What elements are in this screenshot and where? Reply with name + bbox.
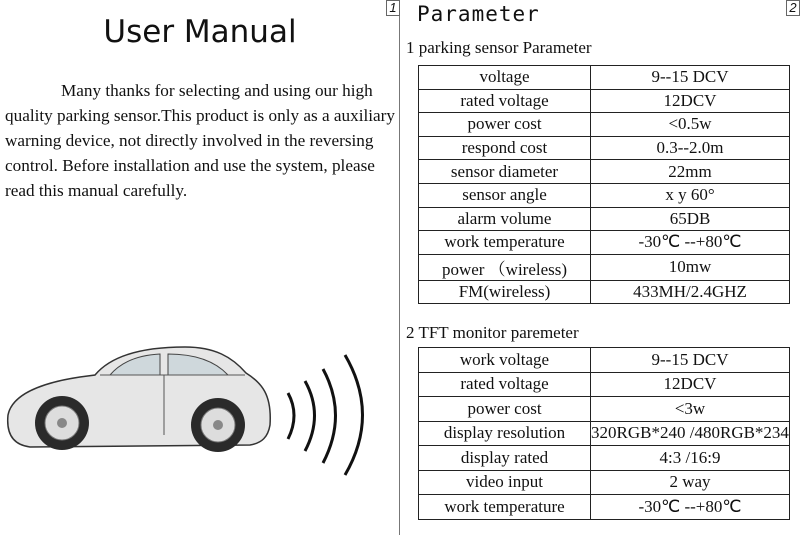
table-row [419, 446, 790, 471]
table-row [419, 254, 790, 280]
param-name: rated voltage [419, 89, 591, 113]
tft-monitor-table [418, 347, 790, 520]
param-value: 9--15 DCV [591, 348, 790, 373]
param-name: sensor diameter [419, 160, 591, 184]
param-name: display resolution [419, 421, 591, 446]
sensor-wave-3 [323, 369, 336, 463]
param-value: 12DCV [591, 372, 790, 397]
sensor-wave-4 [345, 355, 363, 475]
table-row [419, 231, 790, 255]
parameter-title: Parameter [417, 2, 540, 26]
page-number: 2 [786, 0, 800, 16]
table-row [419, 136, 790, 160]
param-value: 22mm [591, 160, 790, 184]
table-row [419, 66, 790, 90]
param-name: sensor angle [419, 183, 591, 207]
param-name: video input [419, 470, 591, 495]
table-row [419, 372, 790, 397]
sensor-wave-1 [288, 393, 294, 439]
car-illustration [0, 335, 400, 535]
param-name: alarm volume [419, 207, 591, 231]
table-row [419, 348, 790, 373]
table-row [419, 397, 790, 422]
param-value: 65DB [591, 207, 790, 231]
table-row [419, 207, 790, 231]
param-name: rated voltage [419, 372, 591, 397]
param-value: 433MH/2.4GHZ [591, 280, 790, 304]
table-row [419, 421, 790, 446]
param-name: work temperature [419, 231, 591, 255]
right-page [401, 0, 800, 535]
param-value: 0.3--2.0m [591, 136, 790, 160]
param-value: 4:3 /16:9 [591, 446, 790, 471]
param-name: power （wireless) [419, 254, 591, 280]
param-value: 2 way [591, 470, 790, 495]
table-row [419, 495, 790, 520]
param-name: power cost [419, 397, 591, 422]
param-value: -30℃ --+80℃ [591, 495, 790, 520]
param-value: x y 60° [591, 183, 790, 207]
param-value: -30℃ --+80℃ [591, 231, 790, 255]
param-name: respond cost [419, 136, 591, 160]
section-heading-tft-monitor: 2 TFT monitor paremeter [406, 323, 579, 342]
page-number: 1 [386, 0, 400, 16]
param-name: work voltage [419, 348, 591, 373]
table-row [419, 160, 790, 184]
page-title: User Manual [103, 14, 297, 50]
intro-paragraph: Many thanks for selecting and using our high quality parking sensor.This product is only as a auxiliary warning device, not directly involved in the reversing control. Before installation and use the system, please read this manual carefully. [5, 81, 395, 200]
param-value: 9--15 DCV [591, 66, 790, 90]
section-heading-parking-sensor: 1 parking sensor Parameter [406, 38, 592, 57]
param-name: voltage [419, 66, 591, 90]
parking-sensor-table [418, 65, 790, 304]
param-value: <3w [591, 397, 790, 422]
param-value: 10mw [591, 254, 790, 280]
param-name: FM(wireless) [419, 280, 591, 304]
sensor-wave-2 [305, 381, 315, 451]
param-name: display rated [419, 446, 591, 471]
table-row [419, 89, 790, 113]
param-value: 12DCV [591, 89, 790, 113]
param-value: <0.5w [591, 113, 790, 137]
table-row [419, 280, 790, 304]
table-row [419, 183, 790, 207]
table-row [419, 113, 790, 137]
param-name: power cost [419, 113, 591, 137]
param-name: work temperature [419, 495, 591, 520]
param-value: 320RGB*240 /480RGB*234 [591, 421, 790, 446]
table-row [419, 470, 790, 495]
